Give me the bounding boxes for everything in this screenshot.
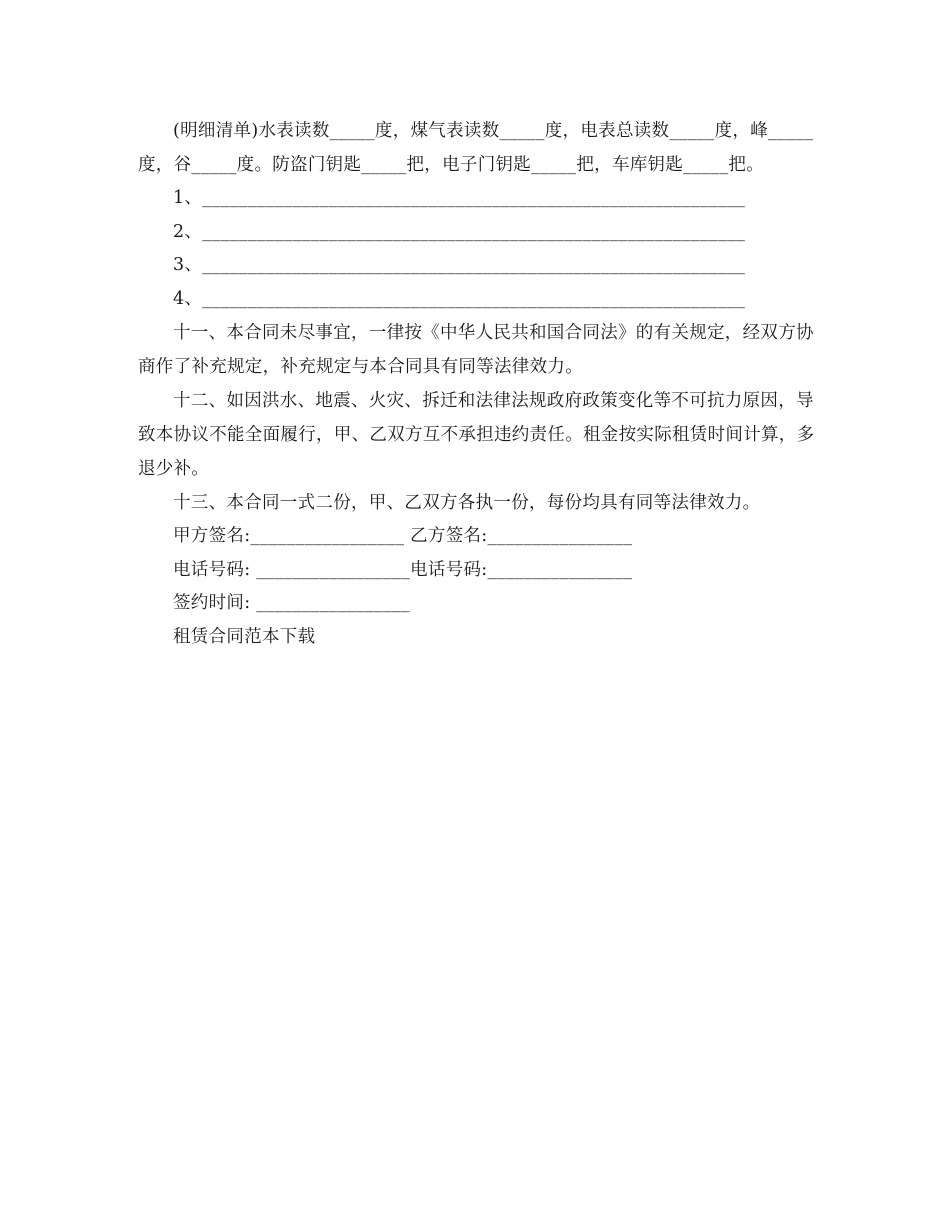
- list-item-4: 4、____________________________________________________________: [173, 288, 746, 309]
- clause-11: 十一、本合同未尽事宜，一律按《中华人民共和国合同法》的有关规定，经双方协商作了补充规定，补充规定与本合同具有同等法律效力。: [138, 323, 814, 377]
- clause-12: 十二、如因洪水、地震、火灾、拆迁和法律法规政府政策变化等不可抗力原因，导致本协议不能全面履行，甲、乙双方互不承担违约责任。租金按实际租赁时间计算，多退少补。: [138, 391, 815, 479]
- footer-text: 租赁合同范本下载: [173, 626, 316, 647]
- list-item-3: 3、____________________________________________________________: [173, 255, 746, 275]
- list-item-1: 1、____________________________________________________________: [173, 188, 746, 208]
- list-item-2: 2、____________________________________________________________: [173, 221, 746, 242]
- clause-13: 十三、本合同一式二份，甲、乙双方各执一份，每份均具有同等法律效力。: [173, 493, 761, 513]
- meter-readings-paragraph: (明细清单)水表读数_____度，煤气表读数_____度，电表总读数_____度，峰_____度，谷_____度。防盗门钥匙_____把，电子门钥匙_____把，车库钥匙_____把。: [138, 121, 814, 175]
- phone-line: 电话号码: _________________电话号码:________________: [173, 559, 633, 580]
- signature-line: 甲方签名:_________________ 乙方签名:________________: [173, 526, 633, 546]
- document-page: [138, 114, 828, 654]
- signing-date-line: 签约时间: _________________: [173, 593, 411, 613]
